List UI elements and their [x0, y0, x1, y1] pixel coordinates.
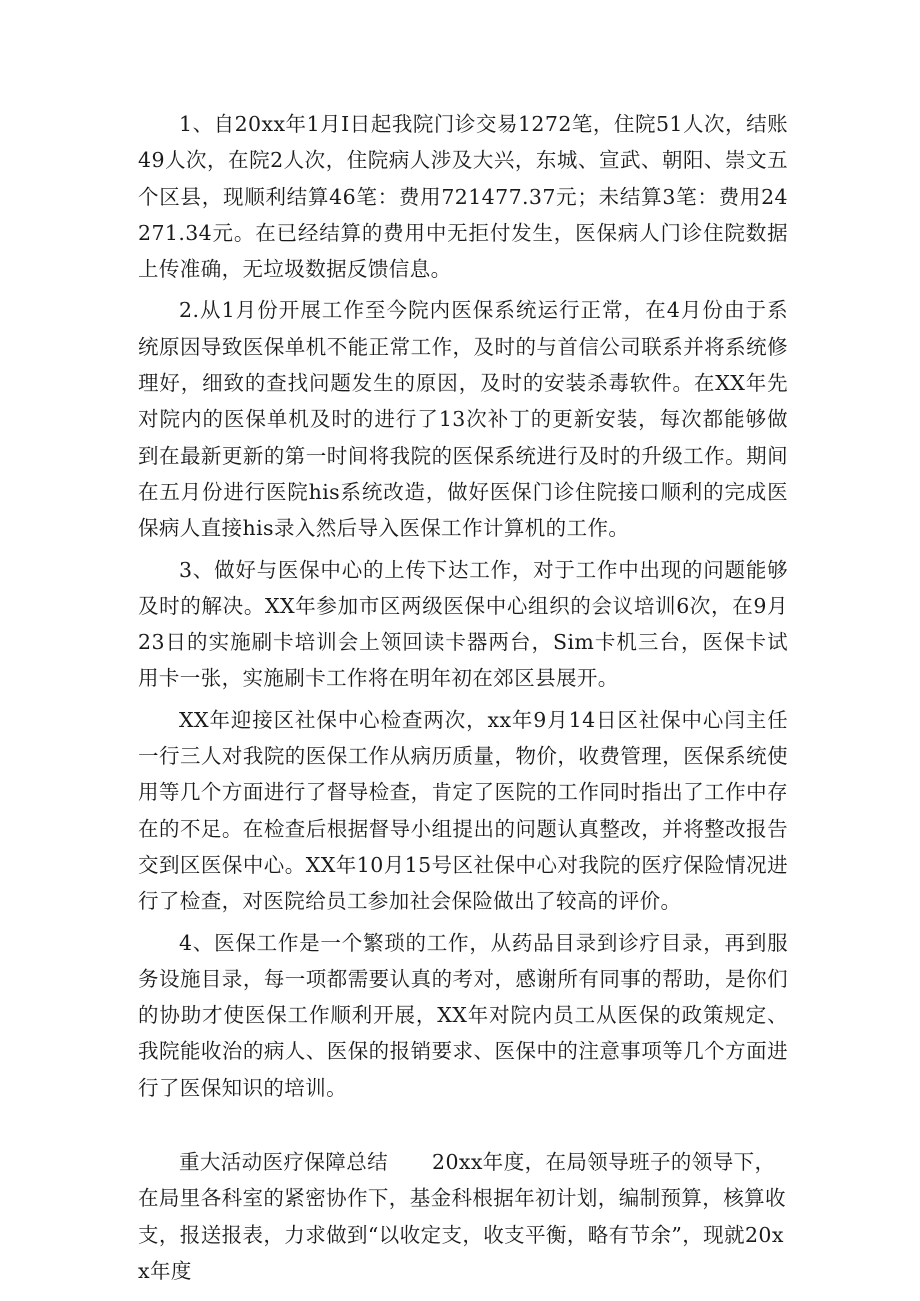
- paragraph-4: XX年迎接区社保中心检查两次，xx年9月14日区社保中心闫主任一行三人对我院的医保工作从病历质量，物价，收费管理，医保系统使用等几个方面进行了督导检查，肯定了医院的工作同时指出了工作中存在的不足。在检查后根据督导小组提出的问题认真整改，并将整改报告交到区医保中心。XX年10月15号区社保中心对我院的医疗保险情况进行了检查，对医院给员工参加社会保险做出了较高的评价。: [138, 707, 788, 914]
- document-body: [138, 106, 788, 1289]
- section-gap: [138, 1111, 788, 1144]
- section-title: 重大活动医疗保障总结: [179, 1150, 388, 1175]
- tail-first-line: [138, 1144, 788, 1180]
- paragraph-2: 2.从1月份开展工作至今院内医保系统运行正常，在4月份由于系统原因导致医保单机不能正常工作，及时的与首信公司联系并将系统修理好，细致的查找问题发生的原因，及时的安装杀毒软件。在XX年先对院内的医保单机及时的进行了13次补丁的更新安装，每次都能够做到在最新更新的第一时间将我院的医保系统进行及时的升级工作。期间在五月份进行医院his系统改造，做好医保门诊住院接口顺利的完成医保病人直接his录入然后导入医保工作计算机的工作。: [138, 298, 788, 541]
- paragraph-1: 1、自20xx年1月I日起我院门诊交易1272笔，住院51人次，结账49人次，在院2人次，住院病人涉及大兴，东城、宣武、朝阳、崇文五个区县，现顺利结算46笔：费用721477.37元；未结算3笔：费用24271.34元。在已经结算的费用中无拒付发生，医保病人门诊住院数据上传准确，无垃圾数据反馈信息。: [138, 112, 788, 282]
- tail-continuation: 在局里各科室的紧密协作下，基金科根据年初计划，编制预算，核算收支，报送报表，力求做到“以收定支，收支平衡，略有节余”，现就20xx年度: [138, 1186, 786, 1283]
- paragraph-3: 3、做好与医保中心的上传下达工作，对于工作中出现的问题能够及时的解决。XX年参加市区两级医保中心组织的会议培训6次，在9月23日的实施刷卡培训会上领回读卡器两台，Sim卡机三台，医保卡试用卡一张，实施刷卡工作将在明年初在郊区县展开。: [138, 557, 788, 691]
- tail-first-line-text: 20xx年度，在局领导班子的领导下，: [432, 1150, 776, 1175]
- paragraph-5: 4、医保工作是一个繁琐的工作，从药品目录到诊疗目录，再到服务设施目录，每一项都需要认真的考对，感谢所有同事的帮助，是你们的协助才使医保工作顺利开展，XX年对院内员工从医保的政策规定、我院能收治的病人、医保的报销要求、医保中的注意事项等几个方面进行了医保知识的培训。: [138, 930, 788, 1100]
